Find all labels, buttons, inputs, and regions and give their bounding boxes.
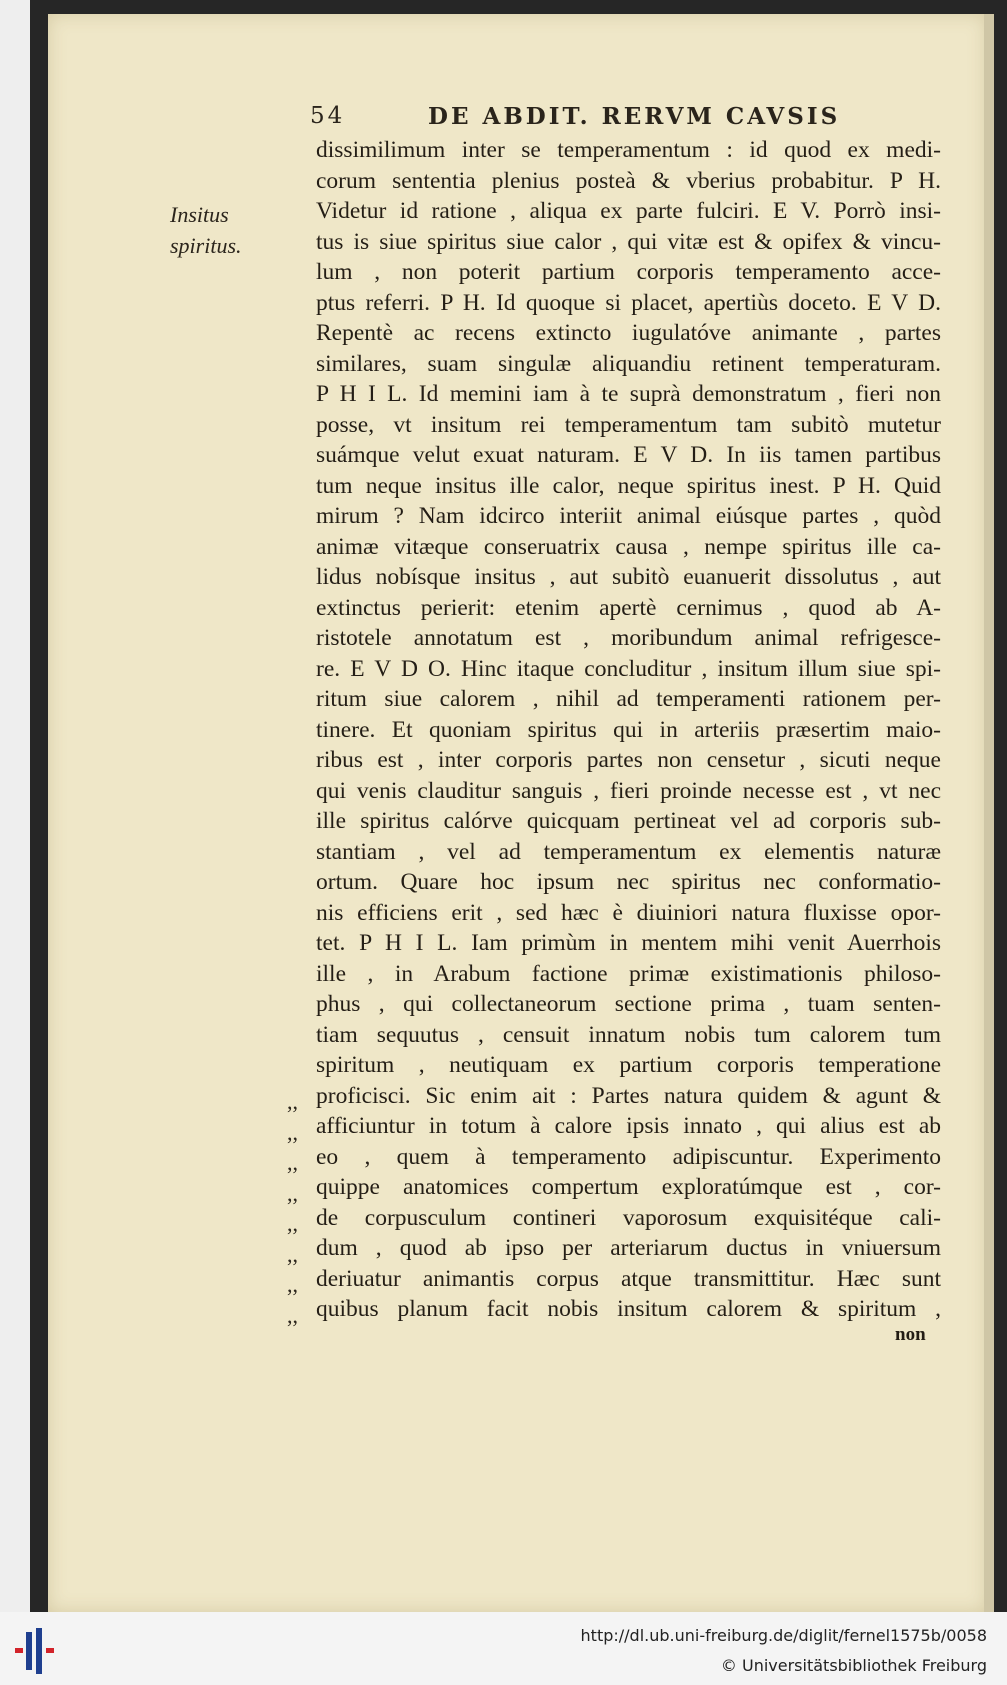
text-line: tet. P H I L. Iam primùm in mentem mihi venit Auerrhois [316, 930, 941, 956]
page-edge [984, 14, 994, 1612]
text-line: ptus referri. P H. Id quoque si placet, apertiùs doceto. E V D. [316, 289, 941, 316]
quotation-mark: ,, [287, 1302, 298, 1328]
quotation-mark: ,, [287, 1211, 298, 1236]
text-line: re. E V D O. Hinc itaque concluditur , insitum illum siue spi- [316, 655, 941, 682]
text-line: animæ vitæque conseruatrix causa , nempe spiritus ille ca- [316, 533, 941, 560]
text-line: quibus planum facit nobis insitum calorem & spiritum , [316, 1296, 941, 1322]
text-line: proficisci. Sic enim ait : Partes natura quidem & agunt & [316, 1082, 941, 1109]
text-line: similares, suam singulæ aliquandiu retinent temperaturam. [316, 350, 941, 377]
copyright-text: © Universitätsbibliothek Freiburg [720, 1656, 987, 1675]
quotation-marks [287, 1087, 311, 1331]
text-line: qui venis clauditur sanguis , fieri proinde necesse est , vt nec [316, 777, 941, 804]
text-line: corum sententia plenius posteà & vberius probabitur. P H. [316, 167, 941, 194]
text-line: de corpusculum contineri vaporosum exquisitéque cali- [316, 1204, 941, 1231]
text-line: ristotele annotatum est , moribundum animal refrigesce- [316, 625, 941, 651]
text-block [316, 135, 941, 1325]
text-line: ortum. Quare hoc ipsum nec spiritus nec conformatio- [316, 869, 941, 895]
quotation-mark: ,, [287, 1272, 298, 1297]
text-line: P H I L. Id memini iam à te suprà demonstratum , fieri non [316, 381, 941, 407]
quotation-mark: ,, [287, 1089, 298, 1114]
text-line: deriuatur animantis corpus atque transmittitur. Hæc sunt [316, 1265, 941, 1292]
text-line: ille , in Arabum factione primæ existimationis philoso- [316, 960, 941, 987]
text-line: spiritum , neutiquam ex partium corporis temperatione [316, 1052, 941, 1078]
catchword: non [895, 1324, 926, 1345]
ub-freiburg-logo-icon[interactable] [12, 1626, 62, 1676]
page-number: 54 [310, 103, 346, 129]
text-line: ritum siue calorem , nihil ad temperamenti rationem per- [316, 686, 941, 712]
text-line: tum neque insitus ille calor, neque spiritus inest. P H. Quid [316, 472, 941, 499]
text-line: dissimilimum inter se temperamentum : id quod ex medi- [316, 137, 941, 163]
text-line: phus , qui collectaneorum sectione prima , tuam senten- [316, 991, 941, 1017]
text-line: extinctus perierit: etenim apertè cernimus , quod ab A- [316, 594, 941, 621]
text-line: Repentè ac recens extincto iugulatóve animante , partes [316, 320, 941, 346]
source-url-link[interactable]: http://dl.ub.uni-freiburg.de/diglit/fernel1575b/0058 [580, 1626, 987, 1645]
text-line: stantiam , vel ad temperamentum ex elementis naturæ [316, 838, 941, 865]
text-line: tiam sequutus , censuit innatum nobis tum calorem tum [316, 1021, 941, 1048]
text-line: lum , non poterit partium corporis temperamento acce- [316, 259, 941, 285]
text-line: suámque velut exuat naturam. E V D. In iis tamen partibus [316, 442, 941, 468]
text-line: Videtur id ratione , aliqua ex parte fulciri. E V. Porrò insi- [316, 198, 941, 224]
running-head-title: DE ABDIT. RERVM CAVSIS [428, 103, 841, 130]
text-line: ille spiritus calórve quicquam pertineat vel ad corporis sub- [316, 808, 941, 834]
footer [0, 1612, 1007, 1685]
quotation-mark: ,, [287, 1241, 298, 1267]
quotation-mark: ,, [287, 1180, 298, 1206]
quotation-mark: ,, [287, 1119, 298, 1145]
text-line: posse, vt insitum rei temperamentum tam subitò mutetur [316, 411, 941, 438]
text-line: eo , quem à temperamento adipiscuntur. Experimento [316, 1143, 941, 1170]
marginal-note: Insitus spiritus. [170, 202, 242, 258]
text-line: ribus est , inter corporis partes non censetur , sicuti neque [316, 747, 941, 773]
text-line: afficiuntur in totum à calore ipsis innato , qui alius est ab [316, 1113, 941, 1139]
text-line: mirum ? Nam idcirco interiit animal eiúsque partes , quòd [316, 503, 941, 529]
text-line: tus is siue spiritus siue calor , qui vitæ est & opifex & vincu- [316, 228, 941, 255]
running-head [310, 103, 950, 137]
text-line: nis efficiens erit , sed hæc è diuiniori natura fluxisse opor- [316, 899, 941, 926]
text-line: dum , quod ab ipso per arteriarum ductus in vniuersum [316, 1235, 941, 1261]
quotation-mark: ,, [287, 1150, 298, 1175]
text-line: tinere. Et quoniam spiritus qui in arteriis præsertim maio- [316, 716, 941, 743]
text-line: lidus nobísque insitus , aut subitò euanuerit dissolutus , aut [316, 564, 941, 590]
text-line: quippe anatomices compertum exploratúmque est , cor- [316, 1174, 941, 1200]
